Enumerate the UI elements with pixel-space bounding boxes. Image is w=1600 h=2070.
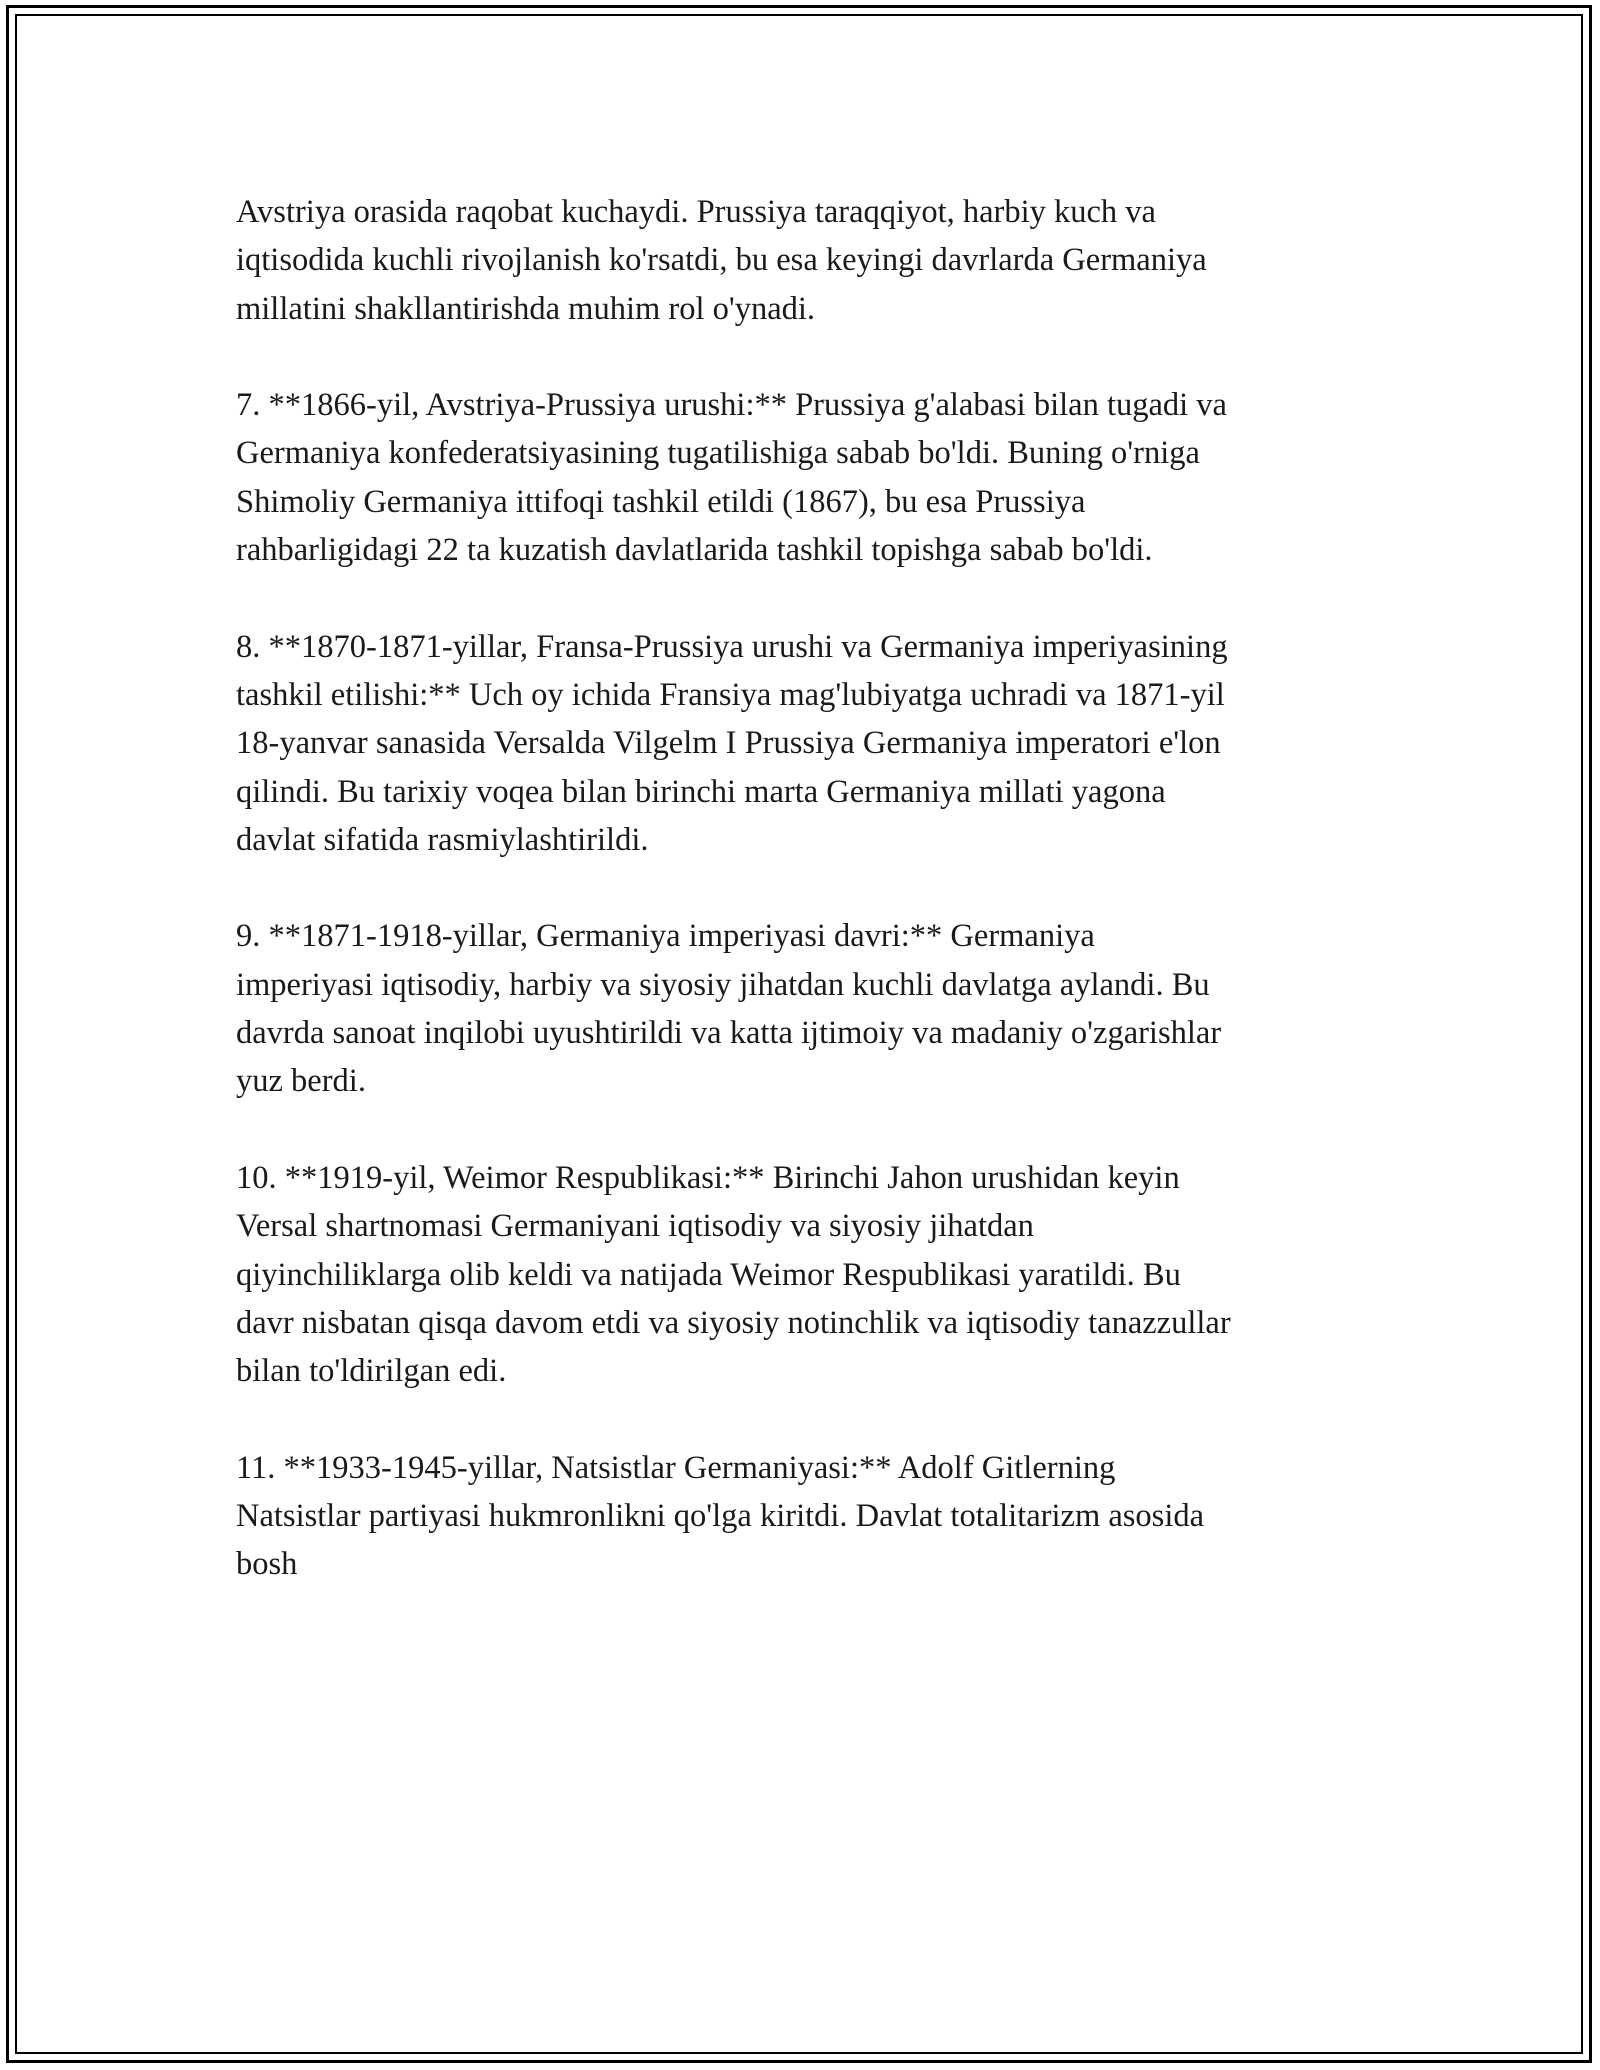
paragraph-item-7: [236, 381, 1386, 574]
text-line: bosh: [236, 1546, 298, 1583]
text-line: 18-yanvar sanasida Versalda Vilgelm I Prussiya Germaniya imperatori e'lon: [236, 725, 1221, 762]
text-line: qiyinchiliklarga olib keldi va natijada Weimor Respublikasi yaratildi. Bu: [236, 1256, 1181, 1293]
paragraph-item-11: [236, 1444, 1386, 1589]
text-line: imperiyasi iqtisodiy, harbiy va siyosiy jihatdan kuchli davlatga aylandi. Bu: [236, 966, 1210, 1003]
text-line: Natsistlar partiyasi hukmronlikni qo'lga kiritdi. Davlat totalitarizm asosida: [236, 1498, 1205, 1535]
text-line: 9. **1871-1918-yillar, Germaniya imperiyasi davri:** Germaniya: [236, 918, 1095, 955]
text-line: davr nisbatan qisqa davom etdi va siyosiy notinchlik va iqtisodiy tanazzullar: [236, 1304, 1231, 1341]
text-line: Versal shartnomasi Germaniyani iqtisodiy va siyosiy jihatdan: [236, 1208, 1034, 1245]
paragraph-item-8: [236, 623, 1386, 864]
text-line: millatini shakllantirishda muhim rol o'ynadi.: [236, 290, 816, 327]
text-line: davrda sanoat inqilobi uyushtirildi va katta ijtimoiy va madaniy o'zgarishlar: [236, 1015, 1222, 1052]
text-line: bilan to'ldirilgan edi.: [236, 1353, 507, 1390]
text-line: 8. **1870-1871-yillar, Fransa-Prussiya urushi va Germaniya imperiyasining: [236, 628, 1228, 665]
paragraph-item-10: [236, 1154, 1386, 1395]
text-line: Avstriya orasida raqobat kuchaydi. Prussiya taraqqiyot, harbiy kuch va: [236, 194, 1156, 230]
paragraph-intro: [236, 188, 1386, 333]
text-line: davlat sifatida rasmiylashtirildi.: [236, 821, 649, 858]
text-line: 7. **1866-yil, Avstriya-Prussiya urushi:** Prussiya g'alabasi bilan tugadi va: [236, 387, 1227, 424]
paragraph-item-9: [236, 912, 1386, 1105]
text-line: rahbarligidagi 22 ta kuzatish davlatlarida tashkil topishga sabab bo'ldi.: [236, 532, 1153, 569]
text-line: Germaniya konfederatsiyasining tugatilishiga sabab bo'ldi. Buning o'rniga: [236, 435, 1200, 472]
text-line: 10. **1919-yil, Weimor Respublikasi:** Birinchi Jahon urushidan keyin: [236, 1159, 1180, 1196]
text-line: iqtisodida kuchli rivojlanish ko'rsatdi, bu esa keyingi davrlarda Germaniya: [236, 242, 1207, 279]
text-line: tashkil etilishi:** Uch oy ichida Fransiya mag'lubiyatga uchradi va 1871-yil: [236, 676, 1225, 713]
text-line: 11. **1933-1945-yillar, Natsistlar Germaniyasi:** Adolf Gitlerning: [236, 1449, 1116, 1486]
text-line: Shimoliy Germaniya ittifoqi tashkil etildi (1867), bu esa Prussiya: [236, 483, 1086, 520]
document-body: [236, 188, 1386, 1637]
text-line: yuz berdi.: [236, 1063, 366, 1100]
text-line: qilindi. Bu tarixiy voqea bilan birinchi marta Germaniya millati yagona: [236, 773, 1166, 810]
